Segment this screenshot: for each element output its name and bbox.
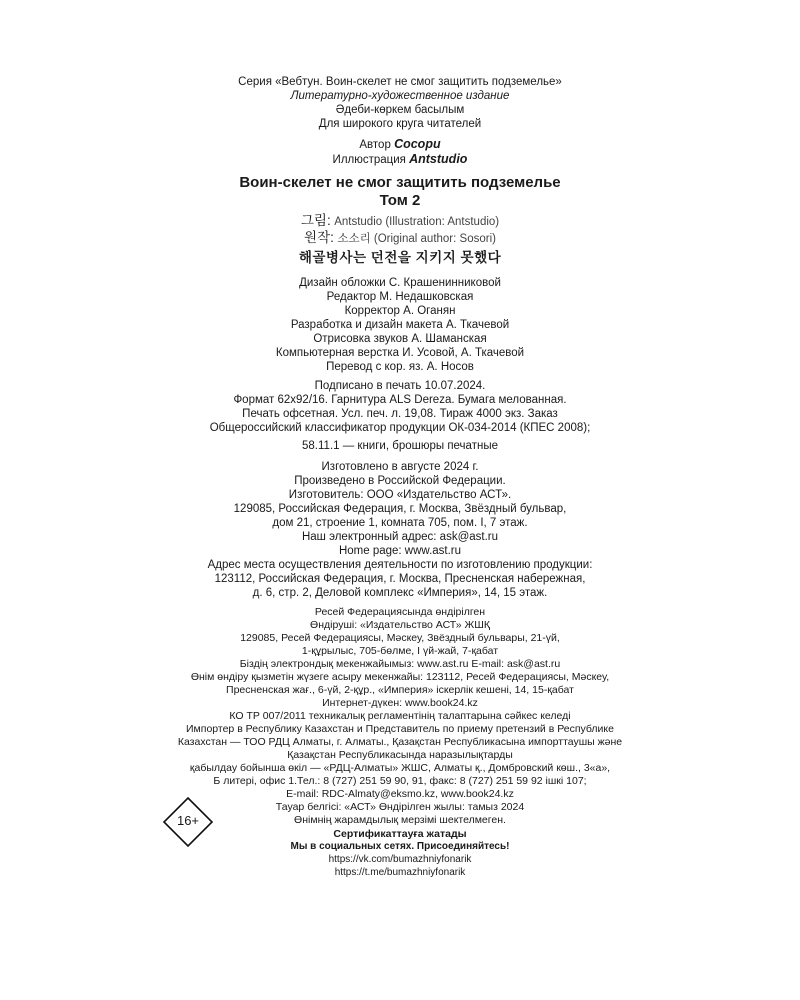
kazakh-line: Б литері, офис 1.Тел.: 8 (727) 251 59 90, 91, факс: 8 (727) 251 59 92 ішкі 107;: [213, 775, 587, 787]
credit-line: Редактор М. Недашковская: [326, 291, 474, 303]
manufacturer-line: Адрес места осуществления деятельности по изготовлению продукции:: [207, 559, 593, 571]
kazakh-line: Импортер в Республику Казахстан и Представитель по приему претензий в Республике: [186, 723, 614, 735]
credit-line: Перевод с кор. яз. А. Носов: [326, 361, 474, 373]
print-line: 58.11.1 — книги, брошюры печатные: [302, 440, 498, 452]
korean-original-line: [0, 231, 800, 246]
social-heading: Мы в социальных сетях. Присоединяйтесь!: [290, 841, 510, 852]
book-title: Воин-скелет не смог защитить подземелье: [239, 174, 561, 191]
book-volume: Том 2: [379, 192, 421, 209]
author-label: Автор: [359, 139, 391, 151]
print-line: Общероссийский классификатор продукции ОК-034-2014 (КПЕС 2008);: [209, 422, 591, 434]
manufacturer-line: Home page: www.ast.ru: [338, 545, 462, 557]
social-link-telegram[interactable]: https://t.me/bumazhniyfonarik: [334, 867, 466, 878]
edition-kz-line: Әдеби-көркем басылым: [335, 104, 465, 116]
kazakh-line: Біздің электрондық мекенжайымыз: www.ast.ru E-mail: ask@ast.ru: [239, 658, 561, 670]
credit-line: Корректор А. Оганян: [344, 305, 456, 317]
kazakh-line: Интернет-дүкен: www.book24.kz: [322, 697, 478, 709]
social-link-vk[interactable]: https://vk.com/bumazhniyfonarik: [328, 854, 472, 865]
kazakh-line: КО ТР 007/2011 техникалық регламентінің талаптарына сәйкес келеді: [229, 710, 571, 722]
korean-original-value: 소소리 (Original author: Sosori): [337, 233, 496, 245]
manufacturer-line: д. 6, стр. 2, Деловой комплекс «Империя», 14, 15 этаж.: [252, 587, 548, 599]
korean-illustration-value: Antstudio (Illustration: Antstudio): [334, 216, 500, 228]
kazakh-line: Ресей Федерациясында өндірілген: [314, 606, 486, 618]
korean-title: 해골병사는 던전을 지키지 못했다: [298, 250, 502, 265]
korean-original-label: 원작:: [304, 230, 334, 245]
manufacturer-line: Произведено в Российской Федерации.: [294, 475, 506, 487]
illustration-line: [0, 153, 800, 167]
kazakh-line: Тауар белгісі: «АСТ» Өндірілген жылы: тамыз 2024: [275, 801, 525, 813]
certification-line: Сертификаттауға жатады: [333, 828, 467, 840]
manufacturer-line: 129085, Российская Федерация, г. Москва, Звёздный бульвар,: [233, 503, 567, 515]
manufacturer-line: Изготовитель: ООО «Издательство АСТ».: [288, 489, 512, 501]
kazakh-line: 1-құрылыс, 705-бөлме, I үй-жай, 7-қабат: [301, 645, 499, 657]
print-line: Печать офсетная. Усл. печ. л. 19,08. Тираж 4000 экз. Заказ: [242, 408, 558, 420]
credit-line: Отрисовка звуков А. Шаманская: [313, 333, 487, 345]
credit-line: Дизайн обложки С. Крашенинниковой: [299, 277, 501, 289]
credit-line: Разработка и дизайн макета А. Ткачевой: [290, 319, 510, 331]
illustration-name: Antstudio: [409, 152, 468, 166]
print-line: Подписано в печать 10.07.2024.: [314, 380, 486, 392]
korean-illustration-line: [0, 214, 800, 229]
kazakh-line: Өнімнің жарамдылық мерзімі шектелмеген.: [294, 814, 506, 826]
series-line: Серия «Вебтун. Воин-скелет не смог защитить подземелье»: [238, 76, 562, 88]
kazakh-line: Өнім өндіру қызметін жүзеге асыру мекенжайы: 123112, Ресей Федерациясы, Мәскеу,: [190, 671, 610, 683]
author-line: [0, 138, 800, 152]
kazakh-line: Өндіруші: «Издательство АСТ» ЖШҚ: [310, 619, 490, 631]
print-line: Формат 62х92/16. Гарнитура ALS Dereza. Бумага мелованная.: [233, 394, 567, 406]
author-name: Сосори: [394, 137, 441, 151]
kazakh-line: Пресненская жағ., 6-үй, 2-құр., «Империя» іскерлік кешені, 14, 15-қабат: [226, 684, 574, 696]
kazakh-line: E-mail: RDC-Almaty@eksmo.kz, www.book24.kz: [286, 788, 514, 800]
korean-illustration-label: 그림:: [300, 213, 331, 228]
manufacturer-line: 123112, Российская Федерация, г. Москва, Пресненская набережная,: [214, 573, 586, 585]
kazakh-line: қабылдау бойынша өкіл — «РДЦ-Алматы» ЖШС, Алматы қ., Домбровский көш., 3«а»,: [189, 762, 611, 774]
edition-line: Литературно-художественное издание: [290, 90, 510, 102]
illustration-label: Иллюстрация: [332, 154, 406, 166]
credit-line: Компьютерная верстка И. Усовой, А. Ткачевой: [275, 347, 525, 359]
audience-line: Для широкого круга читателей: [318, 118, 482, 130]
kazakh-line: Қазақстан Республикасында наразылықтарды: [287, 749, 513, 761]
manufacturer-line: дом 21, строение 1, комната 705, пом. I, 7 этаж.: [272, 517, 528, 529]
manufacturer-line: Наш электронный адрес: ask@ast.ru: [301, 531, 499, 543]
kazakh-line: Казахстан — ТОО РДЦ Алматы, г. Алматы., Қазақстан Республикасына импорттаушы және: [177, 736, 623, 748]
manufacturer-line: Изготовлено в августе 2024 г.: [321, 461, 479, 473]
age-rating-label: 16+: [176, 813, 200, 828]
kazakh-line: 129085, Ресей Федерациясы, Мәскеу, Звёздный бульвары, 21-үй,: [240, 632, 560, 644]
